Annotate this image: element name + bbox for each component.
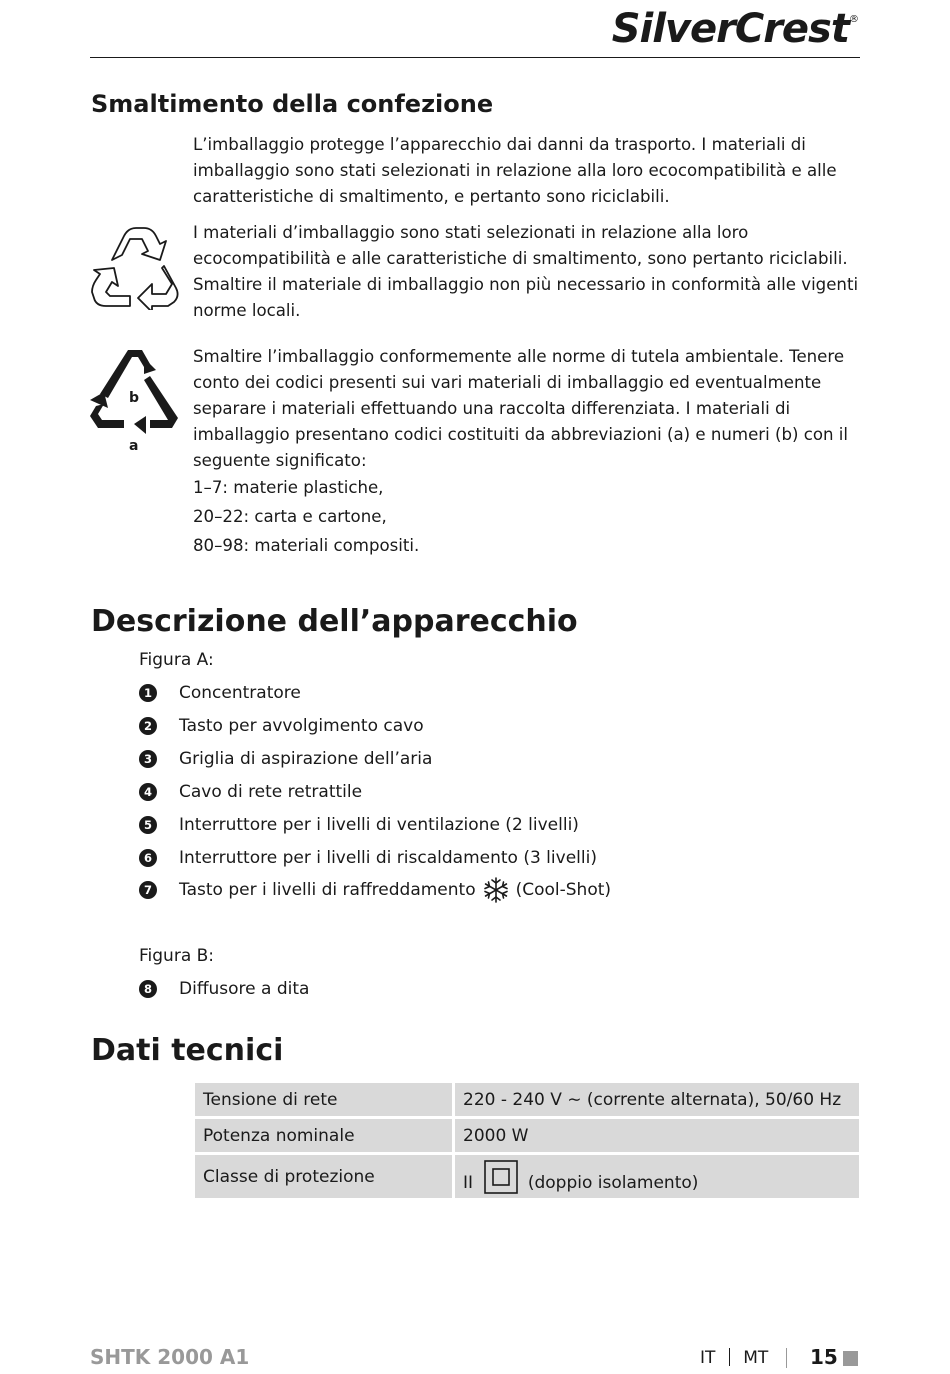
packaging-paragraph-3: Smaltire l’imballaggio conformemente alle norme di tutela ambientale. Tenere conto dei codici presenti sui vari materiali di imballaggio ed eventualmente separare i materiali effettuando una raccolta differenziata. I materiali di imballaggio presentano codici costituiti da abbreviazioni (a) e numeri (b) con il seguente significato: xyxy=(193,347,849,470)
footer-languages xyxy=(700,1348,768,1368)
item-number-badge: 6 xyxy=(139,849,157,867)
footer-divider xyxy=(786,1348,787,1368)
item-number-badge: 8 xyxy=(139,980,157,998)
item-label: Tasto per avvolgimento cavo xyxy=(179,716,424,736)
protection-class-roman: II xyxy=(463,1173,474,1193)
item-number-badge: 4 xyxy=(139,783,157,801)
figure-a-label: Figura A: xyxy=(139,650,214,670)
item-label: Interruttore per i livelli di riscaldamento (3 livelli) xyxy=(179,848,597,868)
spec-label: Classe di protezione xyxy=(195,1155,455,1201)
brand-logo: SilverCrest® xyxy=(611,6,858,52)
item-number-badge: 5 xyxy=(139,816,157,834)
item-label: Tasto per i livelli di raffreddamento xyxy=(179,880,476,900)
spec-label: Tensione di rete xyxy=(195,1083,455,1119)
table-row xyxy=(195,1155,859,1201)
item-suffix: (Cool-Shot) xyxy=(515,880,612,900)
footer-lang-mt: MT xyxy=(743,1348,769,1368)
table-row xyxy=(195,1083,859,1119)
item-label: Interruttore per i livelli di ventilazione (2 livelli) xyxy=(179,815,579,835)
footer-lang-divider xyxy=(729,1348,730,1366)
spec-value: 220 - 240 V ∼ (corrente alternata), 50/60 Hz xyxy=(455,1083,859,1119)
item-label: Griglia di aspirazione dell’aria xyxy=(179,749,433,769)
footer-model: SHTK 2000 A1 xyxy=(90,1345,250,1369)
code-line: 80–98: materiali compositi. xyxy=(193,536,420,555)
figure-b-label: Figura B: xyxy=(139,946,215,966)
recycling-code-triangle-icon xyxy=(88,346,182,454)
snowflake-icon xyxy=(482,876,510,904)
spec-value-cell xyxy=(455,1155,859,1201)
list-item xyxy=(139,815,579,835)
page-marker-square xyxy=(843,1351,858,1366)
list-item xyxy=(139,848,597,868)
list-item xyxy=(139,749,432,769)
list-item xyxy=(139,716,424,736)
page-number: 15 xyxy=(810,1345,838,1369)
section-heading-packaging: Smaltimento della confezione xyxy=(91,90,494,118)
item-number-badge: 7 xyxy=(139,881,157,899)
section-heading-specs: Dati tecnici xyxy=(91,1033,284,1068)
list-item xyxy=(139,979,309,999)
code-line: 1–7: materie plastiche, xyxy=(193,478,384,497)
packaging-paragraph-1: L’imballaggio protegge l’apparecchio dai danni da trasporto. I materiali di imballaggio sono stati selezionati in relazione alla loro ecocompatibilità e alle caratteristiche di smaltimento, e pertanto sono riciclabili. xyxy=(193,135,837,206)
spec-value: 2000 W xyxy=(455,1119,859,1155)
item-label: Concentratore xyxy=(179,683,301,703)
list-item xyxy=(139,782,362,802)
footer-lang-it: IT xyxy=(700,1348,716,1368)
item-number-badge: 2 xyxy=(139,717,157,735)
list-item xyxy=(139,683,301,703)
item-number-badge: 1 xyxy=(139,684,157,702)
recycle-arrows-icon xyxy=(90,222,182,310)
specs-table xyxy=(195,1083,859,1201)
item-number-badge: 3 xyxy=(139,750,157,768)
code-line: 20–22: carta e cartone, xyxy=(193,507,387,526)
code-abbrev-label: a xyxy=(129,438,139,454)
section-heading-device: Descrizione dell’apparecchio xyxy=(91,604,578,639)
item-label: Diffusore a dita xyxy=(179,979,310,999)
list-item xyxy=(139,876,611,904)
packaging-paragraph-2: I materiali d’imballaggio sono stati selezionati in relazione alla loro ecocompatibilità e alle caratteristiche di smaltimento, sono pertanto riciclabili. Smaltire il materiale di imballaggio non più necessario in conformità alle vigenti norme locali. xyxy=(193,223,859,320)
spec-label: Potenza nominale xyxy=(195,1119,455,1155)
spec-value: (doppio isolamento) xyxy=(527,1173,699,1193)
code-number-label: b xyxy=(129,390,140,406)
table-row xyxy=(195,1119,859,1155)
header-rule xyxy=(90,57,860,58)
double-insulation-icon xyxy=(484,1160,518,1194)
item-label: Cavo di rete retrattile xyxy=(179,782,363,802)
